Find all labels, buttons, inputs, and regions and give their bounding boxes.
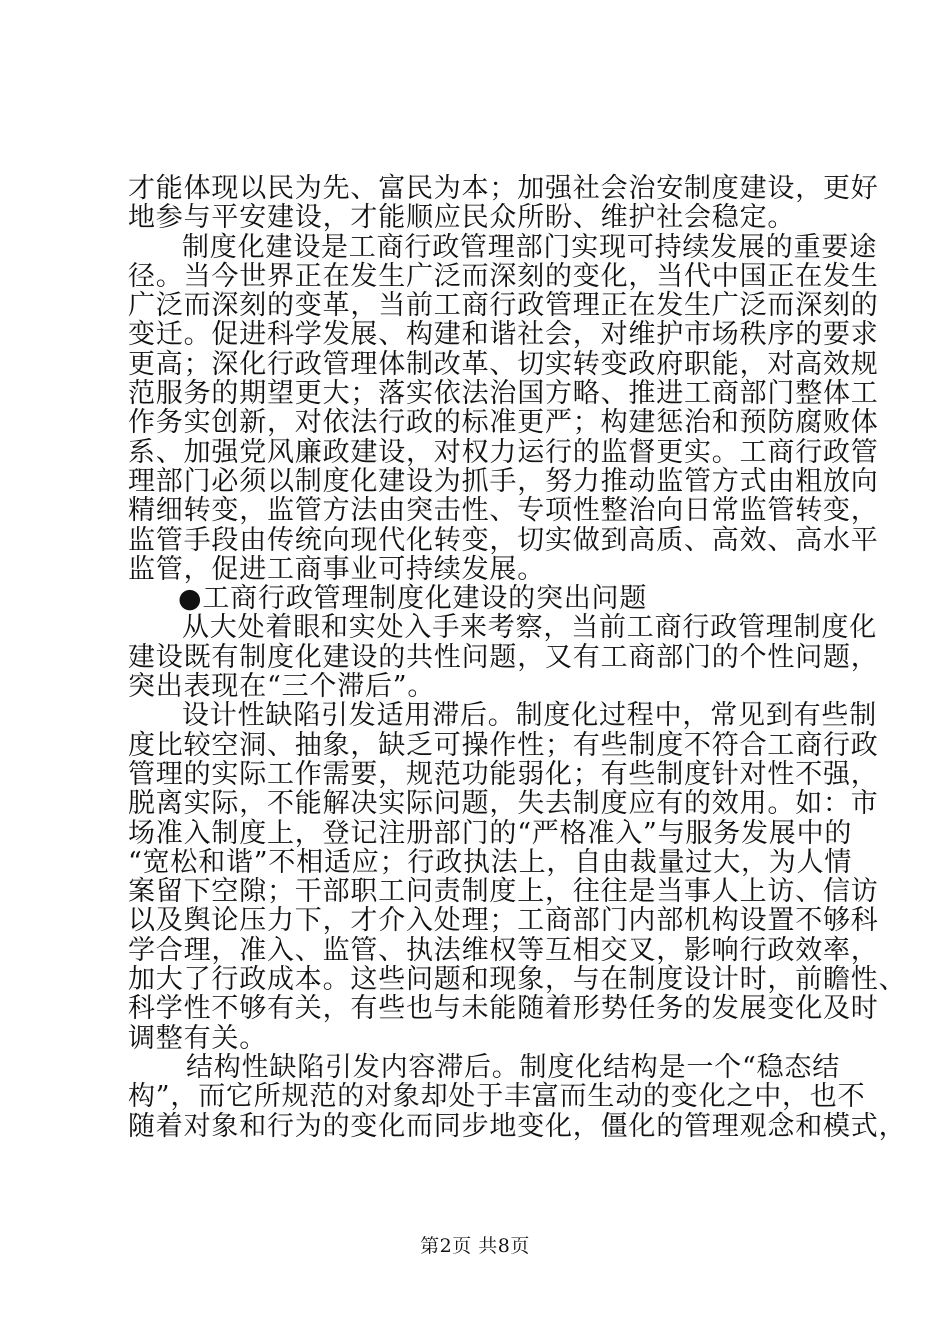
text-line: 作务实创新，对依法行政的标准更严；构建惩治和预防腐败体 (128, 407, 879, 439)
text-line: 脱离实际，不能解决实际问题，失去制度应有的效用。如：市 (128, 788, 879, 820)
text-line: 范服务的期望更大；落实依法治国方略、推进工商部门整体工 (128, 378, 879, 410)
text-line: 随着对象和行为的变化而同步地变化，僵化的管理观念和模式， (128, 1110, 907, 1142)
text-line: 案留下空隙；干部职工问责制度上，往往是当事人上访、信访 (128, 876, 879, 908)
page-footer: 第2页 共8页 (420, 1235, 530, 1257)
text-line: 构”，而它所规范的对象却处于丰富而生动的变化之中，也不 (128, 1081, 866, 1113)
text-line: 变迁。促进科学发展、构建和谐社会，对维护市场秩序的要求 (128, 319, 879, 351)
text-line: 学合理，准入、监管、执法维权等互相交叉，影响行政效率， (128, 934, 879, 966)
text-line: 地参与平安建设，才能顺应民众所盼、维护社会稳定。 (128, 202, 796, 234)
body-text (128, 173, 907, 1142)
text-line: 度比较空洞、抽象，缺乏可操作性；有些制度不符合工商行政 (128, 729, 879, 761)
text-line: 精细转变，监管方法由突击性、专项性整治向日常监管转变， (128, 495, 879, 527)
text-line: 加大了行政成本。这些问题和现象，与在制度设计时，前瞻性、 (128, 964, 907, 996)
text-line: 制度化建设是工商行政管理部门实现可持续发展的重要途 (182, 231, 877, 263)
text-line: 场准入制度上，登记注册部门的“严格准入”与服务发展中的 (128, 817, 853, 849)
text-line: 径。当今世界正在发生广泛而深刻的变化，当代中国正在发生 (128, 260, 879, 292)
text-line: 设计性缺陷引发适用滞后。制度化过程中，常见到有些制 (182, 700, 877, 732)
text-line: “宽松和谐”不相适应；行政执法上，自由裁量过大，为人情 (128, 846, 853, 878)
text-line: 调整有关。 (128, 1022, 267, 1054)
text-line: 以及舆论压力下，才介入处理；工商部门内部机构设置不够科 (128, 905, 879, 937)
text-line: 监管，促进工商事业可持续发展。 (128, 553, 545, 585)
text-line: 理部门必须以制度化建设为抓手，努力推动监管方式由粗放向 (128, 465, 879, 497)
text-line: 从大处着眼和实处入手来考察，当前工商行政管理制度化 (182, 612, 877, 644)
text-line: 科学性不够有关，有些也与未能随着形势任务的发展变化及时 (128, 993, 879, 1025)
text-line: 监管手段由传统向现代化转变，切实做到高质、高效、高水平 (128, 524, 879, 556)
text-line: 管理的实际工作需要，规范功能弱化；有些制度针对性不强， (128, 758, 879, 790)
text-line: 更高；深化行政管理体制改革、切实转变政府职能，对高效规 (128, 348, 879, 380)
text-line: 系、加强党风廉政建设，对权力运行的监督更实。工商行政管 (128, 436, 879, 468)
text-line: 结构性缺陷引发内容滞后。制度化结构是一个“稳态结 (186, 1051, 841, 1083)
text-line: 才能体现以民为先、富民为本；加强社会治安制度建设，更好 (128, 173, 879, 204)
text-line: 突出表现在“三个滞后”。 (128, 671, 436, 703)
section-heading: ●工商行政管理制度化建设的突出问题 (178, 583, 648, 615)
text-line: 广泛而深刻的变革，当前工商行政管理正在发生广泛而深刻的 (128, 290, 879, 322)
text-line: 建设既有制度化建设的共性问题，又有工商部门的个性问题， (128, 641, 879, 673)
